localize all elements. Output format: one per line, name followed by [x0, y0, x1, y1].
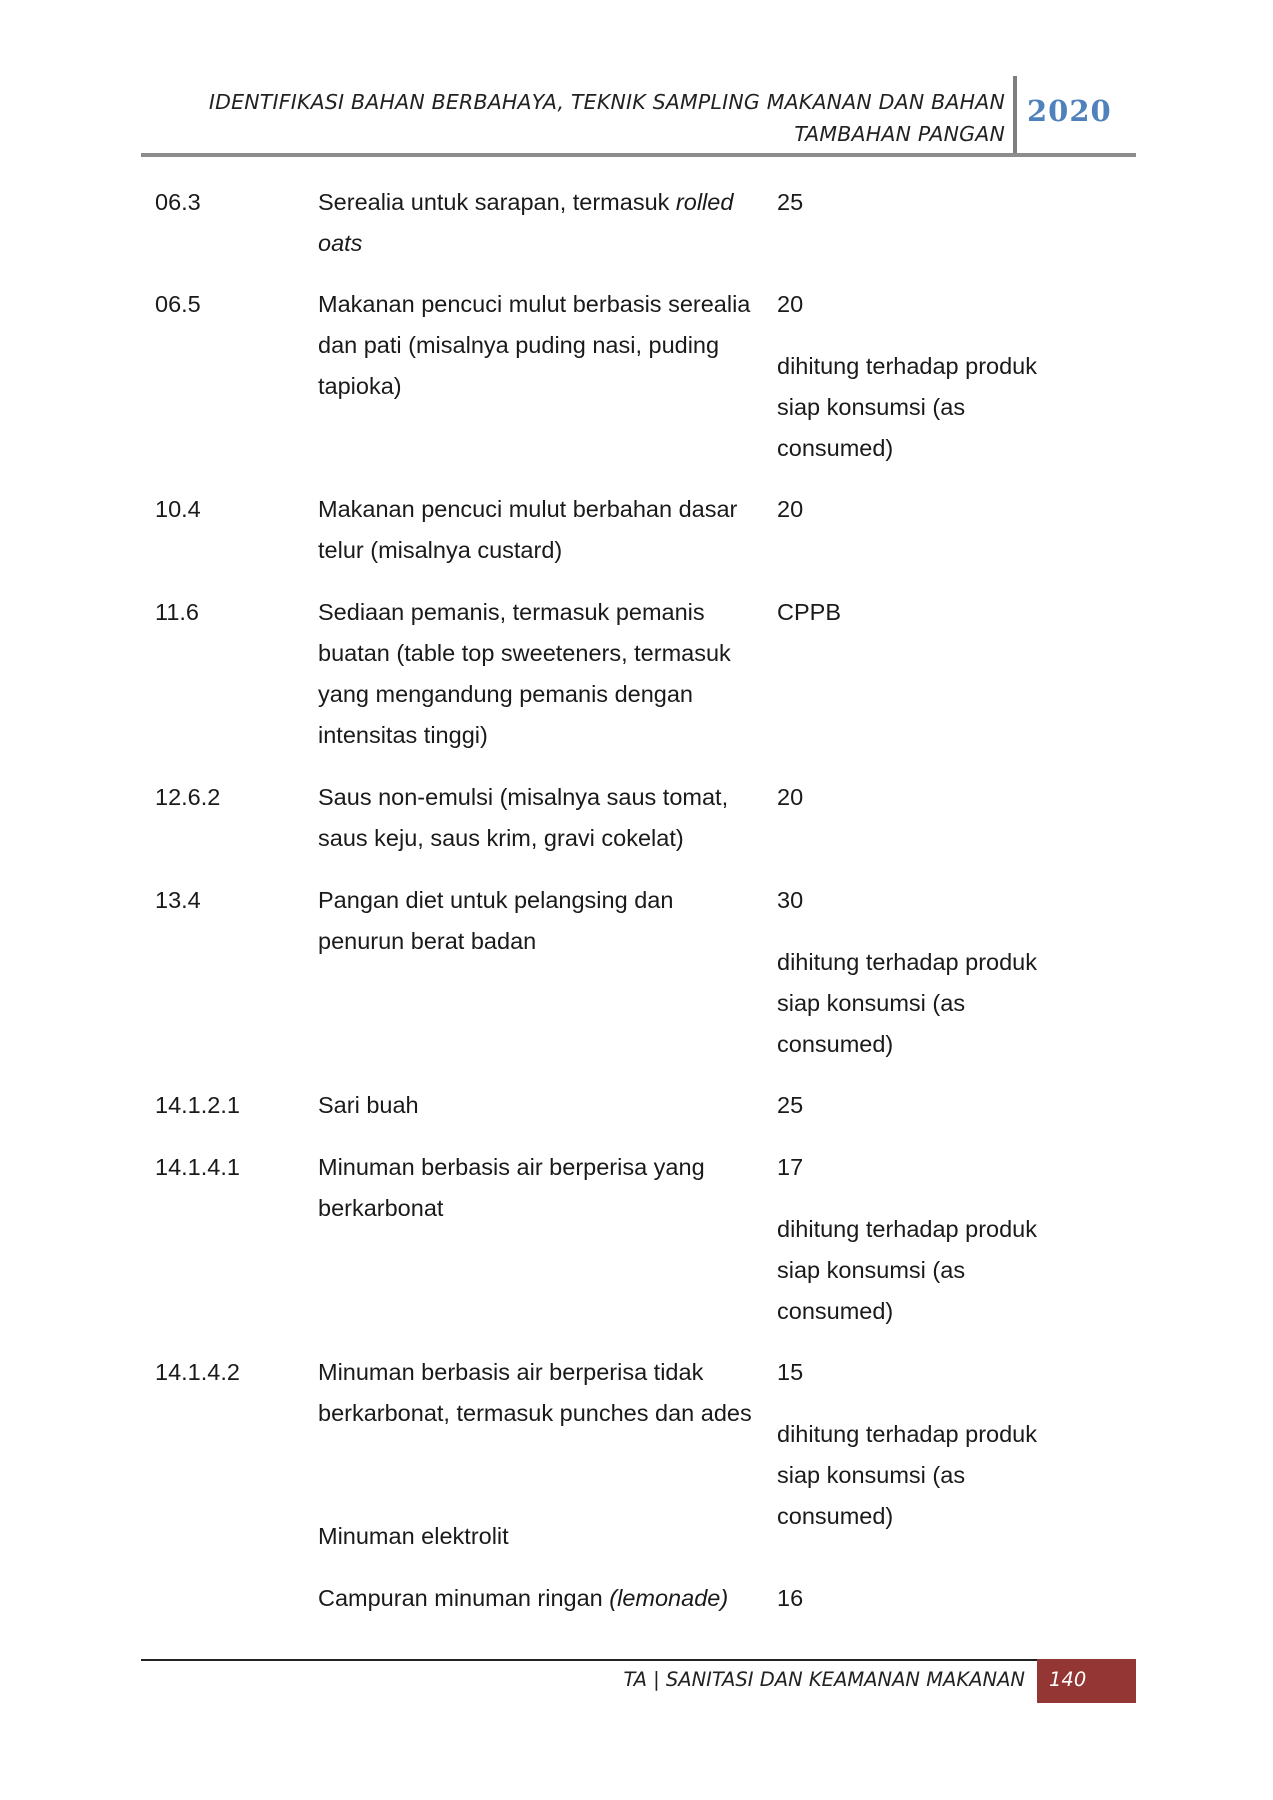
max-limit — [777, 777, 1107, 818]
category-description: Makanan pencuci mulut berbahan dasar telur (misalnya custard) — [318, 496, 738, 563]
category-code: 14.1.2.1 — [155, 1092, 240, 1118]
limit-note: dihitung terhadap produk siap konsumsi (as consumed) — [777, 1421, 1038, 1529]
category-code: 14.1.4.1 — [155, 1154, 240, 1180]
category-code: 06.5 — [155, 291, 201, 317]
category-description: Makanan pencuci mulut berbasis serealia dan pati (misalnya puding nasi, puding tapioka) — [318, 291, 751, 399]
footer-text: TA | SANITASI DAN KEAMANAN MAKANAN — [623, 1668, 1025, 1691]
description-italic: rolled — [675, 189, 734, 215]
description-text: Serealia untuk sarapan, termasuk — [318, 189, 676, 215]
category-code: 10.4 — [155, 496, 201, 522]
category-description: Minuman elektrolit — [318, 1523, 509, 1549]
category-description: Sari buah — [318, 1092, 419, 1118]
max-limit — [777, 182, 1107, 223]
description-text: Campuran minuman ringan — [318, 1585, 610, 1611]
limit-value: 25 — [777, 1092, 804, 1118]
category-code: 11.6 — [155, 599, 199, 625]
category-description: Minuman berbasis air berperisa yang berkarbonat — [318, 1154, 705, 1221]
limit-value: CPPB — [777, 599, 841, 625]
header-divider-vertical — [1013, 76, 1017, 155]
footer-rule — [141, 1659, 1040, 1661]
description-italic: (lemonade) — [609, 1585, 729, 1611]
page-number-box — [1037, 1659, 1136, 1703]
header-title-line-1: IDENTIFIKASI BAHAN BERBAHAYA, TEKNIK SAMPLING MAKANAN DAN BAHAN — [208, 90, 1005, 114]
page-number: 140 — [1049, 1668, 1087, 1691]
max-limit — [777, 1147, 1107, 1332]
description-italic: oats — [318, 230, 363, 256]
category-description: Sediaan pemanis, termasuk pemanis buatan (table top sweeteners, termasuk yang mengandung pemanis dengan intensitas tinggi) — [318, 599, 731, 748]
header-year: 2020 — [1027, 94, 1112, 128]
running-header-title — [105, 86, 1005, 150]
category-code: 14.1.4.2 — [155, 1359, 240, 1385]
max-limit — [777, 489, 1107, 530]
category-description: Pangan diet untuk pelangsing dan penurun berat badan — [318, 887, 674, 954]
header-rule — [141, 153, 1136, 157]
category-code: 13.4 — [155, 887, 201, 913]
category-description: Saus non-emulsi (misalnya saus tomat, saus keju, saus krim, gravi cokelat) — [318, 784, 729, 851]
category-code: 12.6.2 — [155, 784, 221, 810]
limit-value: 20 — [777, 784, 804, 810]
max-limit — [777, 1578, 1107, 1619]
limit-value: 17 — [777, 1154, 804, 1180]
category-description: Minuman berbasis air berperisa tidak berkarbonat, termasuk punches dan ades — [318, 1359, 752, 1426]
limit-note: dihitung terhadap produk siap konsumsi (as consumed) — [777, 353, 1038, 461]
max-limit — [777, 592, 1107, 633]
limit-value: 15 — [777, 1359, 804, 1385]
limit-note: dihitung terhadap produk siap konsumsi (as consumed) — [777, 949, 1038, 1057]
max-limit — [777, 880, 1107, 1065]
category-description — [318, 182, 758, 264]
category-code: 06.3 — [155, 189, 201, 215]
category-description — [318, 1578, 758, 1619]
limit-value: 30 — [777, 887, 804, 913]
max-limit — [777, 284, 1107, 469]
limit-value: 25 — [777, 189, 804, 215]
max-limit — [777, 1085, 1107, 1126]
limit-value: 20 — [777, 496, 804, 522]
header-title-line-2: TAMBAHAN PANGAN — [794, 122, 1005, 146]
max-limit — [777, 1352, 1107, 1537]
limit-note: dihitung terhadap produk siap konsumsi (as consumed) — [777, 1216, 1038, 1324]
limit-value: 16 — [777, 1585, 804, 1611]
limit-value: 20 — [777, 291, 804, 317]
